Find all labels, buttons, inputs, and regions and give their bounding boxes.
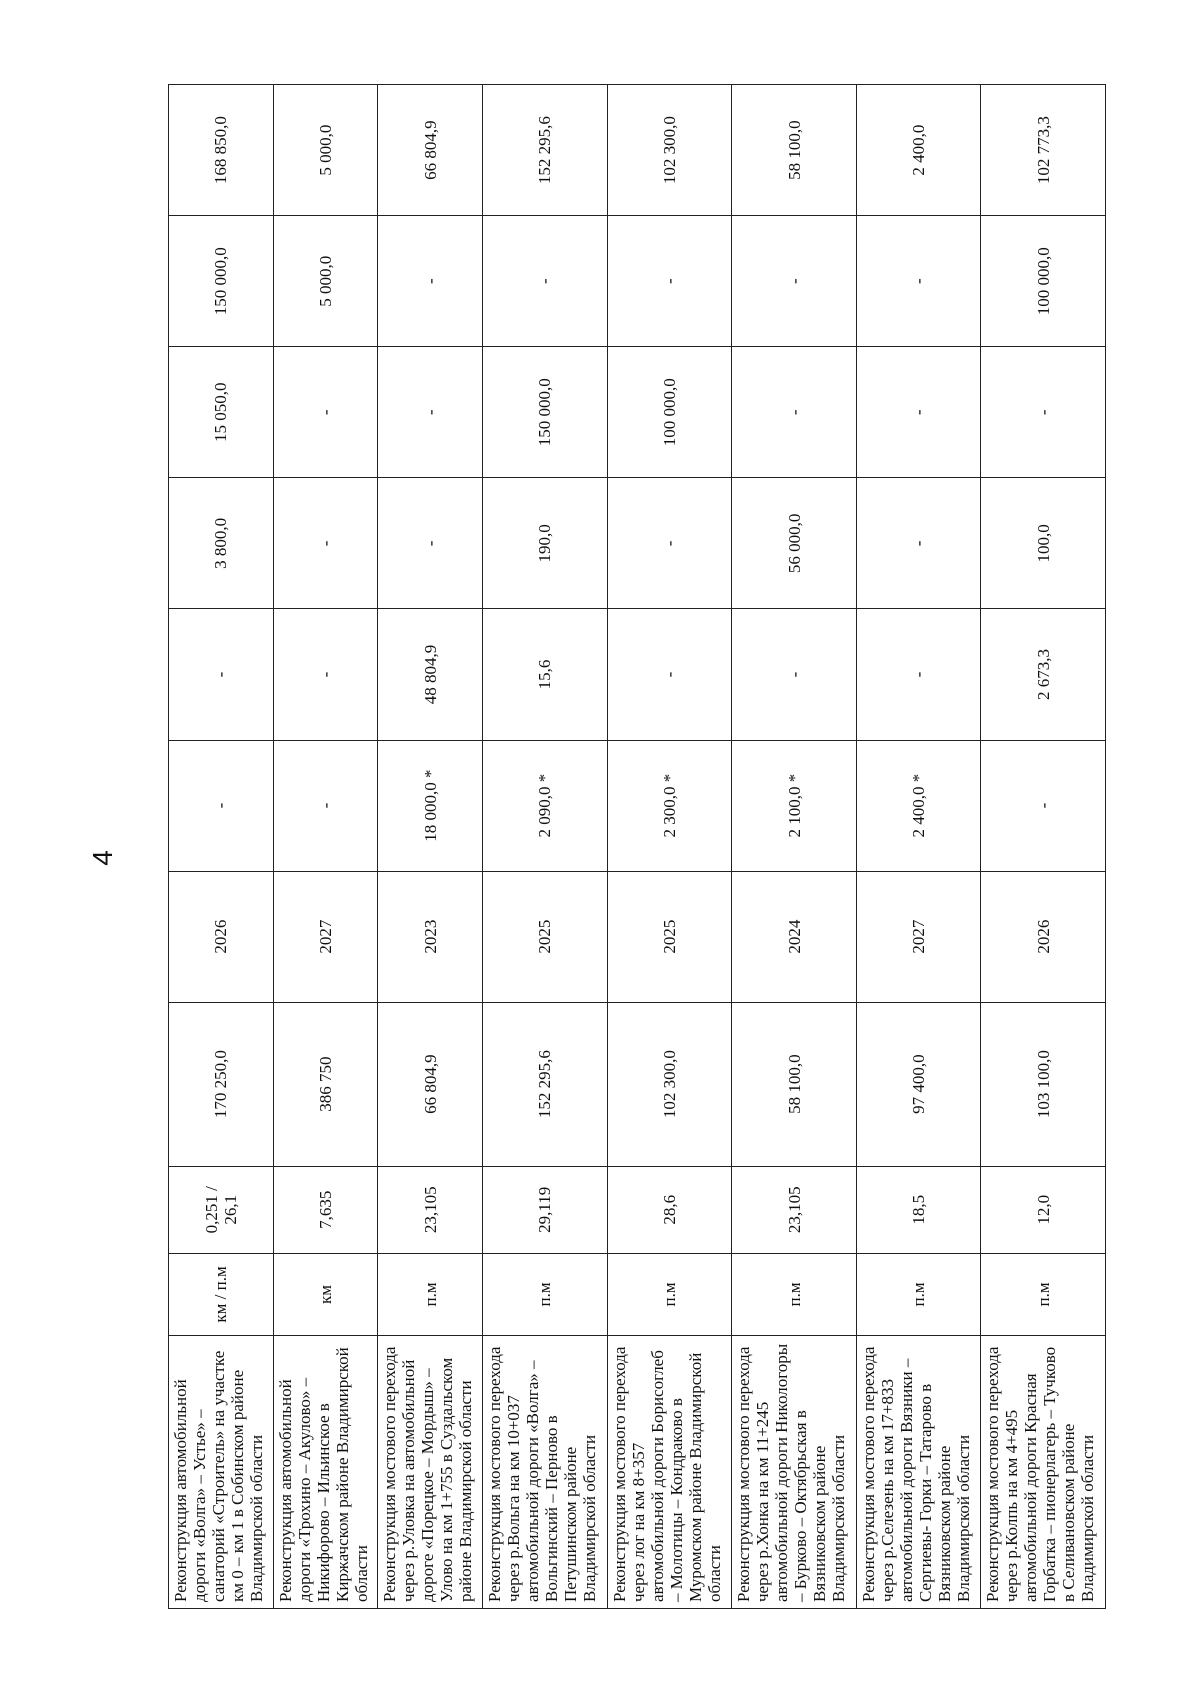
total-cost-cell: 66 804,9 <box>378 1002 483 1166</box>
length-cell: 18,5 <box>856 1166 981 1253</box>
amount-cell-1: 2 400,0 * <box>856 740 981 871</box>
project-name-cell: Реконструкция мостового перехода через р.Уловка на автомобильной дороге «Порецкое – Мордыш» – Улово на км 1+755 в Суздальском районе Владимирской области <box>378 1335 483 1608</box>
project-name-cell: Реконструкция мостового перехода через лог на км 8+357 автомобильной дороги Борисоглеб – Молотицы – Кондраково в Муромском районе Владимирской области <box>607 1335 732 1608</box>
table-row <box>273 85 378 1609</box>
completion-year-cell: 2026 <box>981 871 1106 1002</box>
projects-table <box>168 84 1106 1609</box>
unit-cell: п.м <box>483 1253 608 1335</box>
amount-cell-4: 15 050,0 <box>169 347 274 478</box>
table-container <box>168 84 1106 1609</box>
amount-cell-4: - <box>378 347 483 478</box>
amount-cell-2: 15,6 <box>483 609 608 740</box>
amount-cell-5: 100 000,0 <box>981 216 1106 347</box>
length-cell: 23,105 <box>732 1166 857 1253</box>
project-name-cell: Реконструкция автомобильной дороги «Трохино – Акулово» – Никифорово – Ильинское в Киржачском районе Владимирской области <box>273 1335 378 1608</box>
completion-year-cell: 2025 <box>483 871 608 1002</box>
project-name-cell: Реконструкция мостового перехода через р.Колпь на км 4+495 автомобильной дороги Красная Горбатка – пионерлагерь – Тучково в Селивановском районе Владимирской области <box>981 1335 1106 1608</box>
funding-total-cell: 102 300,0 <box>607 85 732 216</box>
amount-cell-3: 190,0 <box>483 478 608 609</box>
total-cost-cell: 58 100,0 <box>732 1002 857 1166</box>
amount-cell-4: 100 000,0 <box>607 347 732 478</box>
amount-cell-4: 150 000,0 <box>483 347 608 478</box>
amount-cell-5: 5 000,0 <box>273 216 378 347</box>
table-row <box>169 85 274 1609</box>
total-cost-cell: 97 400,0 <box>856 1002 981 1166</box>
funding-total-cell: 66 804,9 <box>378 85 483 216</box>
amount-cell-1: 2 100,0 * <box>732 740 857 871</box>
funding-total-cell: 58 100,0 <box>732 85 857 216</box>
amount-cell-2: - <box>169 609 274 740</box>
amount-cell-2: - <box>856 609 981 740</box>
completion-year-cell: 2023 <box>378 871 483 1002</box>
amount-cell-3: - <box>607 478 732 609</box>
unit-cell: п.м <box>981 1253 1106 1335</box>
total-cost-cell: 152 295,6 <box>483 1002 608 1166</box>
total-cost-cell: 386 750 <box>273 1002 378 1166</box>
amount-cell-2: - <box>607 609 732 740</box>
rotated-table <box>168 84 1106 1609</box>
amount-cell-1: - <box>169 740 274 871</box>
amount-cell-1: 18 000,0 * <box>378 740 483 871</box>
amount-cell-4: - <box>856 347 981 478</box>
completion-year-cell: 2026 <box>169 871 274 1002</box>
amount-cell-3: - <box>856 478 981 609</box>
amount-cell-4: - <box>732 347 857 478</box>
unit-cell: п.м <box>378 1253 483 1335</box>
length-cell: 23,105 <box>378 1166 483 1253</box>
amount-cell-2: 2 673,3 <box>981 609 1106 740</box>
amount-cell-4: - <box>981 347 1106 478</box>
unit-cell: п.м <box>856 1253 981 1335</box>
funding-total-cell: 152 295,6 <box>483 85 608 216</box>
table-row <box>981 85 1106 1609</box>
amount-cell-1: 2 090,0 * <box>483 740 608 871</box>
amount-cell-2: - <box>732 609 857 740</box>
completion-year-cell: 2027 <box>856 871 981 1002</box>
unit-cell: км / п.м <box>169 1253 274 1335</box>
amount-cell-5: - <box>483 216 608 347</box>
completion-year-cell: 2024 <box>732 871 857 1002</box>
unit-cell: км <box>273 1253 378 1335</box>
amount-cell-2: - <box>273 609 378 740</box>
amount-cell-3: 3 800,0 <box>169 478 274 609</box>
length-cell: 12,0 <box>981 1166 1106 1253</box>
amount-cell-5: - <box>378 216 483 347</box>
amount-cell-1: - <box>981 740 1106 871</box>
amount-cell-3: 100,0 <box>981 478 1106 609</box>
amount-cell-3: - <box>273 478 378 609</box>
total-cost-cell: 170 250,0 <box>169 1002 274 1166</box>
unit-cell: п.м <box>607 1253 732 1335</box>
amount-cell-1: 2 300,0 * <box>607 740 732 871</box>
page-number: 4 <box>87 850 118 866</box>
table-body <box>169 85 1106 1609</box>
amount-cell-3: 56 000,0 <box>732 478 857 609</box>
amount-cell-2: 48 804,9 <box>378 609 483 740</box>
project-name-cell: Реконструкция мостового перехода через р.Вольга на км 10+037 автомобильной дороги «Волга» – Вольгинский – Перново в Петушинском районе Владимирской области <box>483 1335 608 1608</box>
amount-cell-3: - <box>378 478 483 609</box>
amount-cell-1: - <box>273 740 378 871</box>
funding-total-cell: 168 850,0 <box>169 85 274 216</box>
table-row <box>607 85 732 1609</box>
funding-total-cell: 2 400,0 <box>856 85 981 216</box>
amount-cell-5: - <box>856 216 981 347</box>
table-row <box>483 85 608 1609</box>
project-name-cell: Реконструкция мостового перехода через р.Хонка на км 11+245 автомобильной дороги Никологоры – Бурково – Октябрьская в Вязниковском районе Владимирской области <box>732 1335 857 1608</box>
table-row <box>856 85 981 1609</box>
completion-year-cell: 2025 <box>607 871 732 1002</box>
funding-total-cell: 5 000,0 <box>273 85 378 216</box>
length-cell: 0,251 / 26,1 <box>169 1166 274 1253</box>
amount-cell-4: - <box>273 347 378 478</box>
amount-cell-5: - <box>607 216 732 347</box>
length-cell: 29,119 <box>483 1166 608 1253</box>
unit-cell: п.м <box>732 1253 857 1335</box>
length-cell: 28,6 <box>607 1166 732 1253</box>
total-cost-cell: 102 300,0 <box>607 1002 732 1166</box>
table-row <box>732 85 857 1609</box>
table-row <box>378 85 483 1609</box>
amount-cell-5: 150 000,0 <box>169 216 274 347</box>
amount-cell-5: - <box>732 216 857 347</box>
funding-total-cell: 102 773,3 <box>981 85 1106 216</box>
length-cell: 7,635 <box>273 1166 378 1253</box>
project-name-cell: Реконструкция автомобильной дороги «Волга» – Устье» – санаторий «Строитель» на участке км 0 – км 1 в Собинском районе Владимирской области <box>169 1335 274 1608</box>
total-cost-cell: 103 100,0 <box>981 1002 1106 1166</box>
completion-year-cell: 2027 <box>273 871 378 1002</box>
project-name-cell: Реконструкция мостового перехода через р.Селезень на км 17+833 автомобильной дороги Вязники – Сергиевы- Горки – Татарово в Вязниковском районе Владимирской области <box>856 1335 981 1608</box>
